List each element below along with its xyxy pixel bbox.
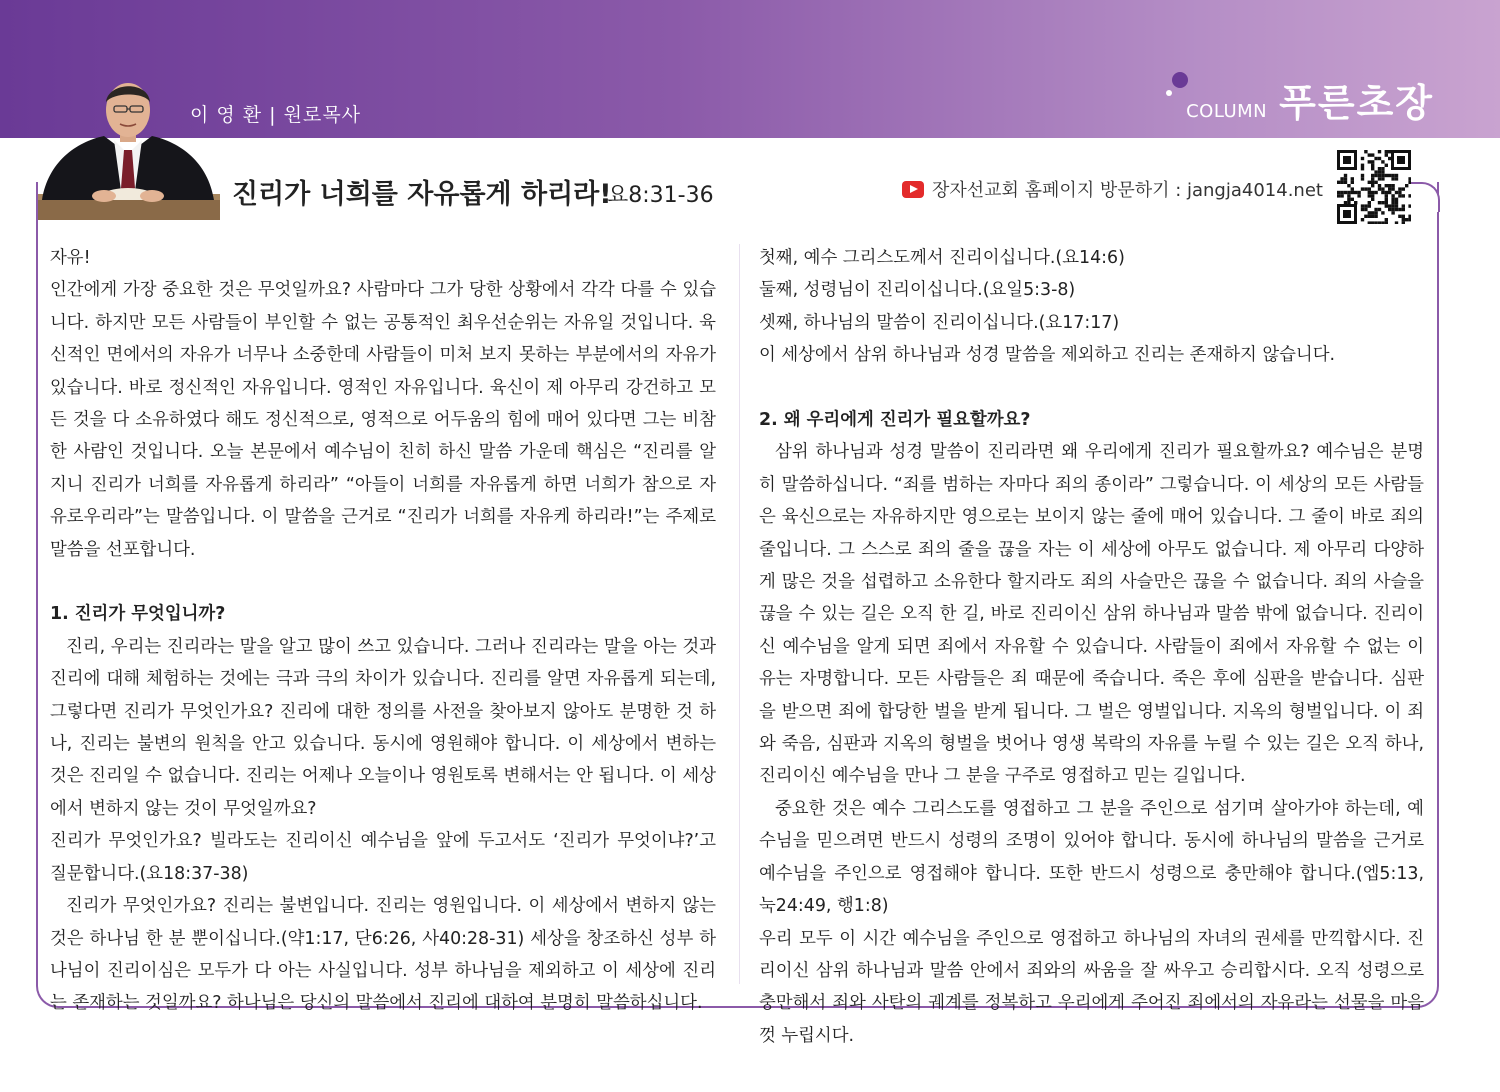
spacer <box>759 372 1424 404</box>
list-item: 셋째, 하나님의 말씀이 진리이십니다.(요17:17) <box>759 312 1120 333</box>
section-heading: 2. 왜 우리에게 진리가 필요할까요? <box>759 410 1031 431</box>
paragraph: 우리 모두 이 시간 예수님을 주인으로 영접하고 하나님의 자녀의 권세를 만끽합시다. 진리이신 삼위 하나님과 말씀 안에서 죄와의 싸움을 잘 싸우고 승리합시다. 오직 성령으로 충만해서 죄와 사탄의 궤계를 정복하고 우리에게 주어진 죄에서의 자유라는 선물을 마음껏 누립시다. <box>759 928 1424 1046</box>
article-title: 진리가 너희를 자유롭게 하리라! <box>232 179 612 210</box>
section-heading: 1. 진리가 무엇입니까? <box>50 604 226 625</box>
paragraph: 진리가 무엇인가요? 빌라도는 진리이신 예수님을 앞에 두고서도 ‘진리가 무엇이냐?’고 질문합니다.(요18:37-38) <box>50 831 716 884</box>
homepage-link-text[interactable]: 장자선교회 홈페이지 방문하기 : jangja4014.net <box>932 180 1323 201</box>
paragraph: 진리, 우리는 진리라는 말을 알고 많이 쓰고 있습니다. 그러나 진리라는 말을 아는 것과 진리에 대해 체험하는 것에는 극과 극의 차이가 있습니다. 진리를 알면 자유롭게 되는데, 그렇다면 진리가 무엇인가요? 진리에 대한 정의를 사전을 찾아보지 않아도 분명한 것 하나, 진리는 불변의 원칙을 안고 있습니다. 동시에 영원해야 합니다. 이 세상에서 변하는 것은 진리일 수 없습니다. 진리는 어제나 오늘이나 영원토록 변해서는 안 됩니다. 이 세상에서 변하지 않는 것이 무엇일까요? <box>50 636 716 819</box>
paragraph: 이 세상에서 삼위 하나님과 성경 말씀을 제외하고 진리는 존재하지 않습니다. <box>759 345 1336 366</box>
list-item: 첫째, 예수 그리스도께서 진리이십니다.(요14:6) <box>759 248 1125 268</box>
spacer <box>50 566 716 598</box>
decorative-dot-icon <box>1172 72 1188 88</box>
paragraph: 자유! <box>50 248 91 268</box>
paragraph: 진리가 무엇인가요? 진리는 불변입니다. 진리는 영원입니다. 이 세상에서 변하지 않는 것은 하나님 한 분 뿐이십니다.(약1:17, 단6:26, 사40:28-31) 세상을 창조하신 성부 하나님이 진리이심은 모두가 다 아는 사실입니다. 성부 하나님을 제외하고 이 세상에 진리는 존재하는 것일까요? 하나님은 당신의 말씀에서 진리에 대하여 분명히 말씀하십니다. <box>50 896 716 1014</box>
column-divider <box>739 244 740 984</box>
scripture-reference: 요8:31-36 <box>607 183 714 208</box>
paragraph: 삼위 하나님과 성경 말씀이 진리라면 왜 우리에게 진리가 필요할까요? 예수님은 분명히 말씀하십니다. “죄를 범하는 자마다 죄의 종이라” 그렇습니다. 이 세상의 모든 사람들은 육신으로는 자유하지만 영으로는 보이지 않는 줄에 매어 있습니다. 그 줄이 바로 죄의 줄입니다. 그 스스로 죄의 줄을 끊을 자는 이 세상에 아무도 없습니다. 제 아무리 다양하게 많은 것을 섭렵하고 소유한다 할지라도 죄의 사슬만은 끊을 수 없습니다. 죄의 사슬을 끊을 수 있는 길은 오직 한 길, 바로 진리이신 삼위 하나님과 말씀 밖에 없습니다. 진리이신 예수님을 알게 되면 죄에서 자유할 수 있습니다. 사람들이 죄에서 자유할 수 없는 이유는 자명합니다. 모든 사람들은 죄 때문에 죽습니다. 죽은 후에 심판을 받습니다. 심판을 받으면 죄에 합당한 벌을 받게 됩니다. 그 벌은 영벌입니다. 지옥의 형벌입니다. 이 죄와 죽음, 심판과 지옥의 형벌을 벗어나 영생 복락의 자유를 누릴 수 있는 길은 오직 하나, 진리이신 예수님을 만나 그 분을 구주로 영접하고 믿는 길입니다. <box>759 442 1424 787</box>
column-title: 푸른초장 <box>1279 81 1434 125</box>
qr-code <box>1337 150 1411 224</box>
homepage-link[interactable] <box>902 176 1323 202</box>
youtube-icon[interactable] <box>902 181 924 198</box>
paragraph: 중요한 것은 예수 그리스도를 영접하고 그 분을 주인으로 섬기며 살아가야 하는데, 예수님을 믿으려면 반드시 성령의 조명이 있어야 합니다. 동시에 하나님의 말씀을 근거로 예수님을 주인으로 영접해야 합니다. 또한 반드시 성령으로 충만해야 합니다.(엡5:13, 눅24:49, 행1:8) <box>759 798 1424 917</box>
left-column <box>50 242 716 1020</box>
qr-code-icon <box>1337 150 1411 224</box>
paragraph: 인간에게 가장 중요한 것은 무엇일까요? 사람마다 그가 당한 상황에서 각각 다를 수 있습니다. 하지만 모든 사람들이 부인할 수 없는 공통적인 최우선순위는 자유일 것입니다. 육신적인 면에서의 자유가 너무나 소중한데 사람들이 미처 보지 못하는 부분에서의 자유가 있습니다. 바로 정신적인 자유입니다. 영적인 자유입니다. 육신이 제 아무리 강건하고 모든 것을 다 소유하였다 해도 정신적으로, 영적으로 어두움의 힘에 매어 있다면 그는 비참한 사람인 것입니다. 오늘 본문에서 예수님이 친히 하신 말씀 가운데 핵심은 “진리를 알지니 진리가 너희를 자유롭게 하리라” “아들이 너희를 자유롭게 하면 너희가 참으로 자유로우리라”는 말씀입니다. 이 말씀을 근거로 “진리가 너희를 자유케 하리라!”는 주제로 말씀을 선포합니다. <box>50 280 716 560</box>
list-item: 둘째, 성령님이 진리이십니다.(요일5:3-8) <box>759 280 1076 301</box>
author-name: 이 영 환 | 원로목사 <box>190 104 362 126</box>
column-header <box>1186 72 1434 127</box>
column-label: COLUMN <box>1186 101 1268 122</box>
right-column <box>759 242 1424 1052</box>
